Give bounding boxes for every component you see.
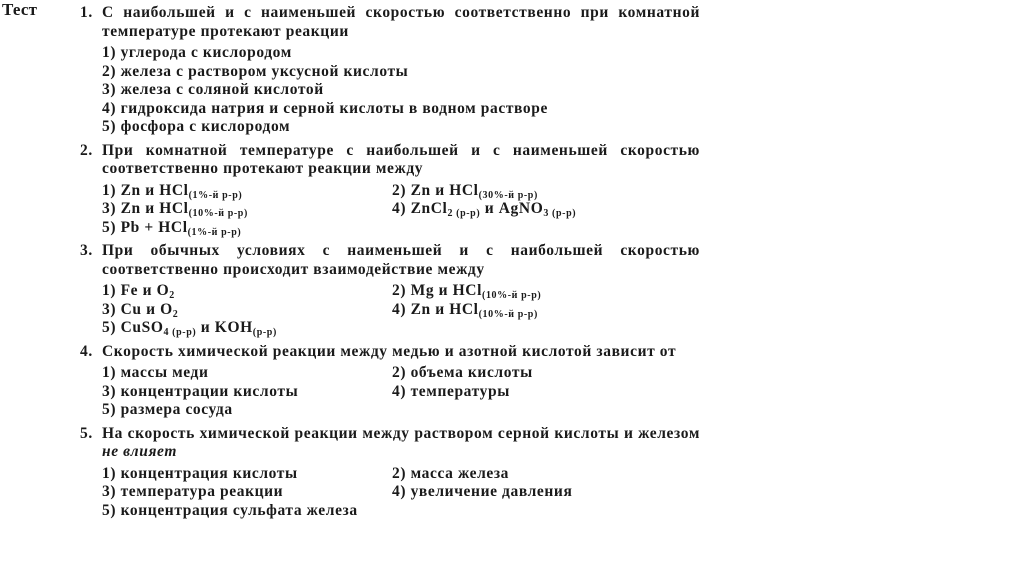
options-list [102, 465, 700, 521]
question-4 [80, 343, 700, 420]
option-5: 5) размера сосуда [102, 401, 233, 418]
options-list [102, 282, 700, 338]
option-4: 4) гидроксида натрия и серной кислоты в водном растворе [102, 99, 548, 117]
option-5: 5) Pb + HCl$_{(1\%-й р-р)}$ [102, 218, 242, 238]
option-3: 3) температура реакции [102, 483, 284, 500]
option-1: 1) углерода с кислородом [102, 44, 292, 61]
question-number: 4. [80, 342, 93, 360]
options-list [102, 364, 700, 420]
option-3: 3) Cu и $O_2$ [102, 300, 179, 320]
option-1: 1) Zn и HCl$_{(1\%-й р-р)}$ [102, 181, 243, 201]
option-1: 1) концентрация кислоты [102, 464, 298, 482]
question-3 [80, 242, 700, 338]
option-3: 3) железа с соляной кислотой [102, 81, 324, 98]
option-1: 1) массы меди [102, 364, 209, 381]
option-4: 4) Zn и HCl$_{(10\%-й р-р)}$ [392, 300, 538, 320]
option-3: 3) концентрации кислоты [102, 382, 299, 400]
option-2: 2) железа с раствором уксусной кислоты [102, 62, 409, 80]
option-4: 4) температуры [392, 382, 510, 400]
option-5: 5) CuSO$_{4 (р-р)}$ и $KOH_{(р-р)}$ [102, 319, 277, 338]
options-list [102, 44, 700, 137]
question-stem: С наибольшей и с наименьшей скоростью соответственно при комнатной температуре протекают реакции [102, 4, 700, 40]
question-number: 2. [80, 141, 93, 159]
test-document [80, 4, 700, 525]
option-4: 4) ZnCl$_{2 (р-р)}$ и AgNO$_{3 (р-р)}$ [392, 200, 577, 219]
question-stem: Скорость химической реакции между медью и азотной кислотой зависит от [102, 342, 677, 360]
option-2: 2) Mg и HCl$_{(10\%-й р-р)}$ [392, 282, 542, 301]
page-title: Тест [2, 0, 38, 19]
question-stem: При обычных условиях с наименьшей и с наибольшей скоростью соответственно происходит взаимодействие между [102, 242, 700, 278]
question-number: 3. [80, 242, 93, 259]
option-3: 3) Zn и HCl$_{(10\%-й р-р)}$ [102, 200, 248, 219]
question-stem: На скорость химической реакции между раствором серной кислоты и железом не влияет [102, 424, 700, 460]
option-2: 2) объема кислоты [392, 364, 533, 381]
option-5: 5) фосфора с кислородом [102, 118, 291, 135]
option-1: 1) Fe и $O_2$ [102, 282, 175, 301]
question-5 [80, 425, 700, 521]
option-2: 2) масса железа [392, 464, 510, 482]
question-number: 1. [80, 4, 93, 21]
option-5: 5) концентрация сульфата железа [102, 501, 358, 519]
question-stem: При комнатной температуре с наибольшей и с наименьшей скоростью соответственно протекают реакции между [102, 141, 700, 177]
option-4: 4) увеличение давления [392, 483, 573, 500]
stem-emphasis: не влияет [102, 443, 177, 460]
question-number: 5. [80, 424, 93, 442]
question-2 [80, 142, 700, 238]
question-1 [80, 4, 700, 137]
options-list [102, 182, 700, 238]
option-2: 2) Zn и HCl$_{(30\%-й р-р)}$ [392, 181, 538, 201]
